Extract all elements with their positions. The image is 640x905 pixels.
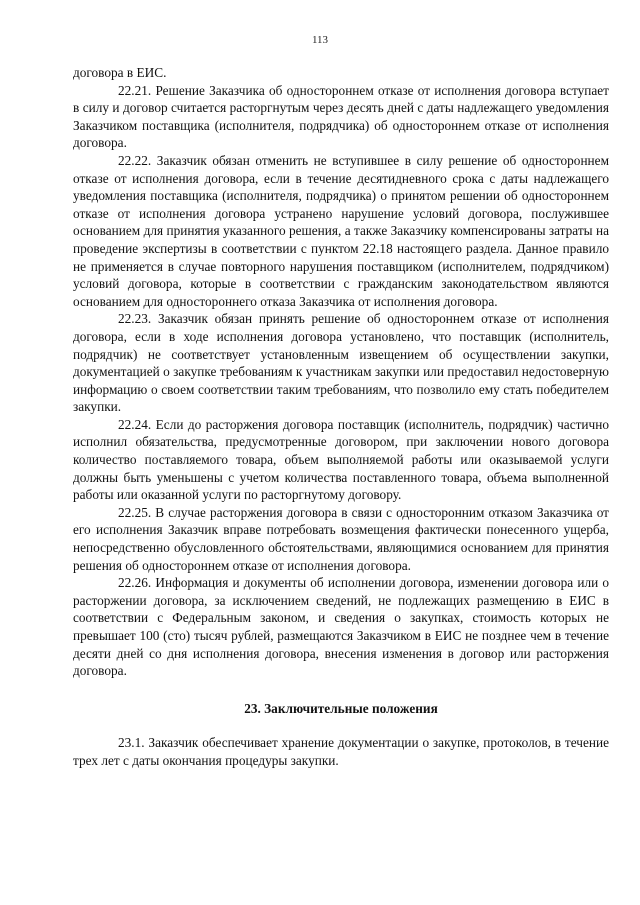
section-heading: 23. Заключительные положения: [244, 700, 438, 716]
paragraph-22-25: 22.25. В случае расторжения договора в связи с односторонним отказом Заказчика от его исполнения Заказчик вправе потребовать возмещения фактически понесенного ущерба, непосредственно обусловленного обстоятельствами, являющимися основанием для принятия решения об одностороннем отказе от исполнения договора.: [73, 504, 609, 573]
page-body: [73, 64, 609, 770]
paragraph-22-22: 22.22. Заказчик обязан отменить не вступившее в силу решение об одностороннем отказе от исполнения договора, если в течение десятидневного срока с даты надлежащего уведомления поставщика (исполнителя, подрядчика) о принятом решении об одностороннем отказе от исполнения договора устранено нарушение условий договора, послужившее основанием для принятия указанного решения, а также Заказчику компенсированы затраты на проведение экспертизы в соответствии с пунктом 22.18 настоящего раздела. Данное правило не применяется в случае повторного нарушения поставщиком (исполнителем, подрядчиком) условий договора, которые в соответствии с гражданским законодательством являются основанием для одностороннего отказа Заказчика от исполнения договора.: [73, 152, 609, 309]
paragraph-22-26: 22.26. Информация и документы об исполнении договора, изменении договора или о расторжении договора, за исключением сведений, не подлежащих размещению в ЕИС в соответствии с Федеральным законом, и сведения о закупках, стоимость которых не превышает 100 (сто) тысяч рублей, размещаются Заказчиком в ЕИС не позднее чем в течение десяти дней со дня исполнения договора, внесения изменения в договор или расторжения договора.: [73, 575, 609, 679]
paragraph-22-23: 22.23. Заказчик обязан принять решение об одностороннем отказе от исполнения договора, если в ходе исполнения договора установлено, что поставщик (исполнитель, подрядчик) не соответствует установленным извещением об осуществлении закупки, документацией о закупке требованиям к участникам закупки или предоставил недостоверную информацию о своем соответствии таким требованиям, что позволило ему стать победителем закупки.: [73, 311, 609, 415]
paragraph-22-21: 22.21. Решение Заказчика об одностороннем отказе от исполнения договора вступает в силу и договор считается расторгнутым через десять дней с даты надлежащего уведомления Заказчиком поставщика (исполнителя, подрядчика) об одностороннем отказе от исполнения договора.: [73, 82, 609, 151]
paragraph-22-24: 22.24. Если до расторжения договора поставщик (исполнитель, подрядчик) частично исполнил обязательства, предусмотренные договором, при заключении нового договора количество поставляемого товара, объем выполняемой работы или оказываемой услуги должны быть уменьшены с учетом количества поставленного товара, объема выполненной работы или оказанной услуги по расторгнутому договору.: [73, 416, 609, 503]
paragraph-23-1: 23.1. Заказчик обеспечивает хранение документации о закупке, протоколов, в течение трех лет с даты окончания процедуры закупки.: [73, 735, 609, 768]
paragraph-continuation: договора в ЕИС.: [73, 65, 167, 80]
page-number: 113: [311, 34, 329, 46]
